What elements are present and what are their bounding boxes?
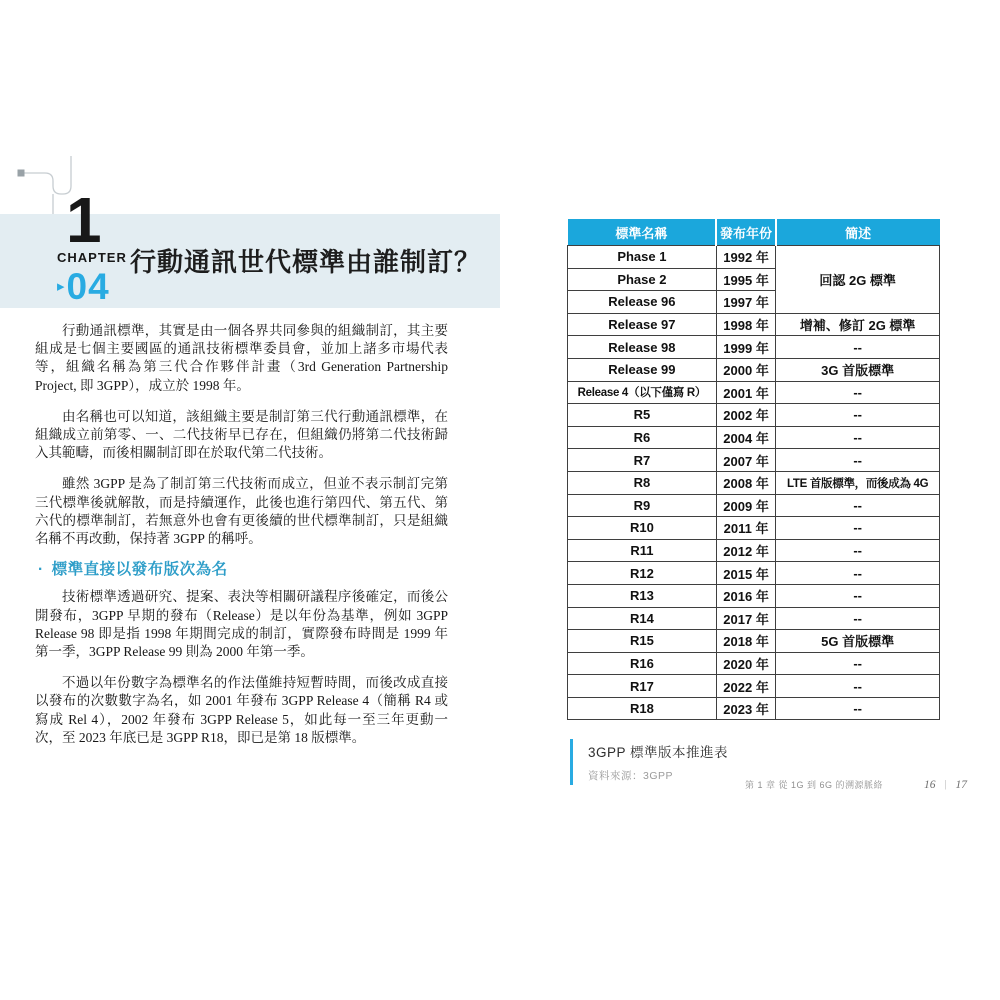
release-year-cell: 1995 年: [716, 268, 776, 291]
paragraph: 由名稱也可以知道，該組織主要是制訂第三代行動通訊標準，在組織成立前第零、一、二代技術早已存在，但組織仍將第二代技術歸入其範疇，而後相關制訂即在於取代第二代技術。: [35, 408, 448, 461]
release-name-cell: R17: [568, 675, 717, 698]
release-name-cell: R16: [568, 652, 717, 675]
page-numbers: [924, 779, 967, 791]
release-desc-cell: --: [776, 652, 940, 675]
table-row: [568, 562, 940, 585]
release-name-cell: Release 4（以下僅寫 R）: [568, 381, 717, 404]
table-row: [568, 584, 940, 607]
release-year-cell: 2004 年: [716, 426, 776, 449]
release-year-cell: 2012 年: [716, 539, 776, 562]
triangle-marker-icon: ▸: [57, 278, 65, 295]
table-row: [568, 652, 940, 675]
table-row: [568, 426, 940, 449]
section-number-line: [57, 268, 110, 305]
footer-chapter-label: 第 1 章 從 1G 到 6G 的溯源脈絡: [745, 780, 884, 790]
release-name-cell: Release 96: [568, 291, 717, 314]
release-desc-cell: 回認 2G 標準: [776, 246, 940, 314]
release-desc-cell: --: [776, 584, 940, 607]
chapter-number: 1: [66, 184, 102, 256]
release-desc-cell: LTE 首版標準，而後成為 4G: [776, 471, 940, 494]
release-name-cell: Phase 2: [568, 268, 717, 291]
table-row: [568, 607, 940, 630]
chapter-label: CHAPTER: [57, 250, 127, 265]
release-name-cell: R14: [568, 607, 717, 630]
release-desc-cell: --: [776, 426, 940, 449]
release-desc-cell: --: [776, 607, 940, 630]
release-name-cell: R5: [568, 404, 717, 427]
release-name-cell: R7: [568, 449, 717, 472]
release-desc-cell: --: [776, 494, 940, 517]
release-year-cell: 2020 年: [716, 652, 776, 675]
release-name-cell: Release 98: [568, 336, 717, 359]
release-year-cell: 2018 年: [716, 630, 776, 653]
release-year-cell: 2016 年: [716, 584, 776, 607]
release-name-cell: R13: [568, 584, 717, 607]
table-caption-block: [570, 739, 728, 785]
table-row: [568, 381, 940, 404]
release-desc-cell: --: [776, 539, 940, 562]
release-table: [567, 219, 940, 720]
section-subheading-text: 標準直接以發布版次為名: [51, 561, 228, 579]
release-name-cell: R11: [568, 539, 717, 562]
release-name-cell: R6: [568, 426, 717, 449]
header-release-year: 發布年份: [716, 219, 776, 246]
table-caption: 3GPP 標準版本推進表: [588, 745, 729, 760]
page-number-left: 16: [923, 778, 936, 791]
release-desc-cell: --: [776, 449, 940, 472]
paragraph: 不過以年份數字為標準名的作法僅維持短暫時間，而後改成直接以發布的次數數字為名，如 2001 年發布 3GPP Release 4（簡稱 R4 或寫成 Rel 4），2002 年發布 3GPP Release 5，如此每一至三年更動一次，至 2023 年底已是 3GPP R18，即已是第 18 版標準。: [35, 675, 448, 745]
release-desc-cell: 3G 首版標準: [776, 358, 940, 381]
release-year-cell: 2008 年: [716, 471, 776, 494]
release-name-cell: R18: [568, 697, 717, 720]
release-table-body: [568, 246, 940, 720]
page-footer: [745, 778, 967, 791]
table-row: [568, 494, 940, 517]
release-year-cell: 2023 年: [716, 697, 776, 720]
table-row: [568, 697, 940, 720]
release-desc-cell: 增補、修訂 2G 標準: [776, 313, 940, 336]
release-name-cell: Release 97: [568, 313, 717, 336]
table-row: [568, 358, 940, 381]
table-row: [568, 675, 940, 698]
release-year-cell: 2001 年: [716, 381, 776, 404]
header-standard-name: 標準名稱: [568, 219, 717, 246]
release-name-cell: Release 99: [568, 358, 717, 381]
section-subheading: [35, 561, 448, 579]
release-desc-cell: --: [776, 517, 940, 540]
release-year-cell: 1998 年: [716, 313, 776, 336]
release-desc-cell: --: [776, 562, 940, 585]
release-desc-cell: --: [776, 404, 940, 427]
release-year-cell: 2000 年: [716, 358, 776, 381]
table-row: [568, 404, 940, 427]
table-row: [568, 471, 940, 494]
section-number: 04: [66, 266, 110, 307]
release-year-cell: 1992 年: [716, 246, 776, 269]
release-name-cell: R10: [568, 517, 717, 540]
table-row: [568, 336, 940, 359]
table-row: [568, 246, 940, 269]
page-number-right: 17: [955, 778, 967, 791]
release-name-cell: R12: [568, 562, 717, 585]
bullet-icon: ·: [38, 561, 44, 579]
release-year-cell: 1999 年: [716, 336, 776, 359]
release-year-cell: 2009 年: [716, 494, 776, 517]
chapter-title: 行動通訊世代標準由誰制訂？: [130, 247, 482, 277]
header-description: 簡述: [776, 219, 940, 246]
table-row: [568, 539, 940, 562]
release-name-cell: Phase 1: [568, 246, 717, 269]
release-desc-cell: 5G 首版標準: [776, 630, 940, 653]
table-row: [568, 630, 940, 653]
table-row: [568, 449, 940, 472]
paragraph: 行動通訊標準，其實是由一個各界共同參與的組織制訂，其主要組成是七個主要國區的通訊技術標準委員會，並加上諸多市場代表等，組織名稱為第三代合作夥伴計畫（3rd Generation Partnership Project, 即 3GPP），成立於 1998 年。: [35, 323, 448, 393]
source-note: 資料來源：3GPP: [588, 770, 674, 782]
release-year-cell: 2017 年: [716, 607, 776, 630]
release-name-cell: R8: [568, 471, 717, 494]
release-year-cell: 2002 年: [716, 404, 776, 427]
release-year-cell: 2015 年: [716, 562, 776, 585]
release-year-cell: 2011 年: [716, 517, 776, 540]
page-number-divider: |: [944, 779, 947, 790]
release-name-cell: R15: [568, 630, 717, 653]
table-header-row: [568, 219, 940, 246]
paragraph: 雖然 3GPP 是為了制訂第三代技術而成立，但並不表示制訂完第三代標準後就解散，而是持續運作，此後也進行第四代、第五代、第六代的標準制訂，若無意外也會有更後續的世代標準制訂，只是組織名稱不再改動，保持著 3GPP 的稱呼。: [35, 476, 448, 547]
release-desc-cell: --: [776, 675, 940, 698]
release-year-cell: 1997 年: [716, 291, 776, 314]
release-desc-cell: --: [776, 336, 940, 359]
table-row: [568, 313, 940, 336]
release-year-cell: 2022 年: [716, 675, 776, 698]
release-name-cell: R9: [568, 494, 717, 517]
release-desc-cell: --: [776, 381, 940, 404]
body-text: [35, 322, 448, 760]
release-desc-cell: --: [776, 697, 940, 720]
paragraph: 技術標準透過研究、提案、表決等相關研議程序後確定，而後公開發布，3GPP 早期的發布（Release）是以年份為基準，例如 3GPP Release 98 即是指 1998 年期間完成的制訂，實際發布時間是 1999 年第一季，3GPP Release 99 則為 2000 年第一季。: [35, 589, 448, 660]
release-year-cell: 2007 年: [716, 449, 776, 472]
table-row: [568, 517, 940, 540]
